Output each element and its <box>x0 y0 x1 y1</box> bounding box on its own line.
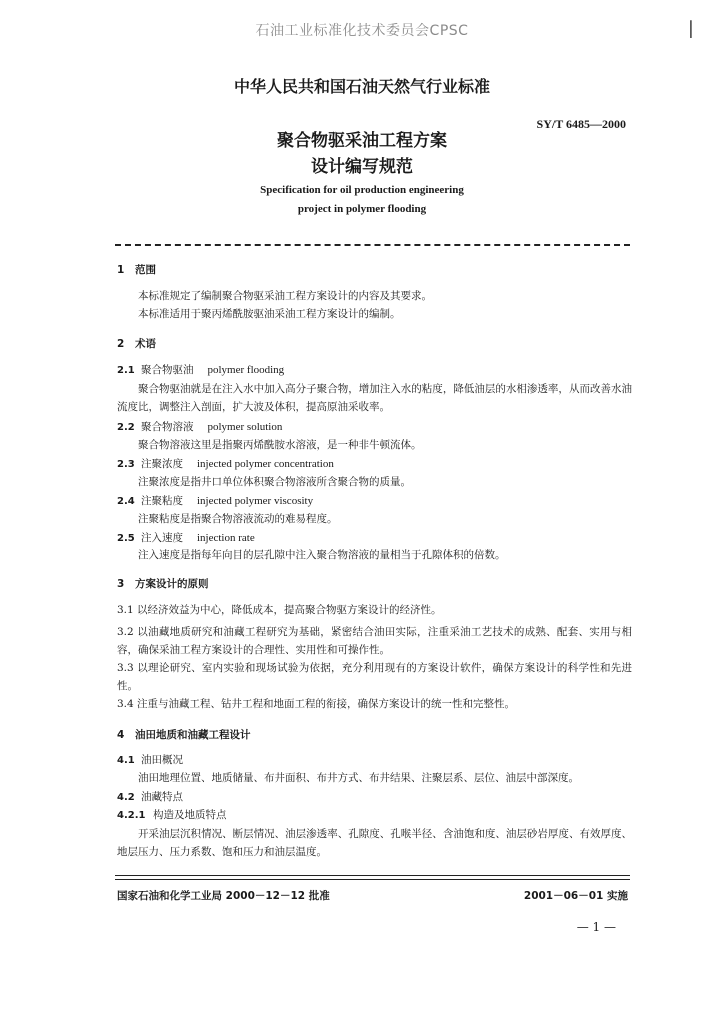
term-zh: 聚合物驱油 <box>141 364 194 376</box>
term-number: 2.3 <box>117 459 135 470</box>
term-number: 2.2 <box>117 422 135 433</box>
section-number: 4 <box>117 729 125 741</box>
clause-4-2 <box>117 789 183 804</box>
corner-mark: | <box>687 18 694 39</box>
term-number: 2.5 <box>117 533 135 544</box>
term-2-5 <box>117 530 255 545</box>
clause-4-2-1-text: 开采油层沉积情况、断层情况、油层渗透率、孔隙度、孔喉半径、含油饱和度、油层砂岩厚度、有效厚度、地层压力、压力系数、饱和压力和油层温度。 <box>117 828 632 858</box>
section-number: 3 <box>117 578 125 590</box>
page-number: — 1 — <box>576 920 616 934</box>
term-en: injected polymer viscosity <box>197 495 314 507</box>
english-title-line1: Specification for oil production engineering <box>260 184 464 196</box>
section-number: 1 <box>117 264 125 276</box>
term-2-4-definition: 注聚粘度是指聚合物溶液流动的难易程度。 <box>138 513 338 525</box>
section-title: 术语 <box>135 338 156 350</box>
term-2-1 <box>117 362 284 377</box>
term-en: injected polymer concentration <box>197 458 334 470</box>
section-1-heading <box>117 262 156 277</box>
clause-4-1 <box>117 752 183 767</box>
term-en: injection rate <box>197 532 255 544</box>
clause-number: 4.2 <box>117 792 135 803</box>
section-1-para-2: 本标准适用于聚丙烯酰胺驱油采油工程方案设计的编制。 <box>138 308 401 320</box>
approval-date: 国家石油和化学工业局 2000－12－12 批准 <box>117 890 330 902</box>
section-2-heading <box>117 336 156 351</box>
term-2-1-definition: 聚合物驱油就是在注入水中加入高分子聚合物，增加注入水的粘度，降低油层的水相渗透率，从而改善水油流度比，调整注入剖面，扩大波及体积，提高原油采收率。 <box>117 383 632 413</box>
term-2-2 <box>117 419 282 434</box>
term-zh: 注聚粘度 <box>141 495 183 507</box>
clause-3-3: 3.3 以理论研究、室内实验和现场试验为依据，充分利用现有的方案设计软件，确保方案设计的科学性和先进性。 <box>117 662 632 692</box>
term-number: 2.4 <box>117 496 135 507</box>
section-title: 油田地质和油藏工程设计 <box>135 729 251 741</box>
section-4-heading <box>117 727 251 742</box>
clause-4-2-1 <box>117 807 227 822</box>
clause-title: 构造及地质特点 <box>153 809 227 821</box>
term-2-4 <box>117 493 313 508</box>
term-en: polymer solution <box>207 421 283 433</box>
clause-title: 油田概况 <box>141 754 183 766</box>
footer-rule-secondary <box>115 879 630 880</box>
term-number: 2.1 <box>117 365 135 376</box>
section-1-para-1: 本标准规定了编制聚合物驱采油工程方案设计的内容及其要求。 <box>138 290 432 302</box>
section-title: 范围 <box>135 264 156 276</box>
standard-code: SY/T 6485—2000 <box>536 117 626 131</box>
term-2-3-definition: 注聚浓度是指井口单位体积聚合物溶液所含聚合物的质量。 <box>138 476 411 488</box>
clause-3-4: 3.4 注重与油藏工程、钻井工程和地面工程的衔接，确保方案设计的统一性和完整性。 <box>117 698 516 710</box>
clause-number: 4.2.1 <box>117 810 146 821</box>
document-title-line2: 设计编写规范 <box>311 157 413 177</box>
section-3-heading <box>117 576 209 591</box>
implementation-date: 2001－06－01 实施 <box>523 890 628 902</box>
clause-number: 4.1 <box>117 755 135 766</box>
watermark-text: 石油工业标准化技术委员会CPSC <box>255 23 469 39</box>
clause-title: 油藏特点 <box>141 791 183 803</box>
standard-title: 中华人民共和国石油天然气行业标准 <box>233 77 490 96</box>
section-title: 方案设计的原则 <box>135 578 209 590</box>
term-zh: 聚合物溶液 <box>141 421 194 433</box>
term-2-3 <box>117 456 334 471</box>
clause-4-1-text: 油田地理位置、地质储量、布井面积、布井方式、布井结果、注聚层系、层位、油层中部深度。 <box>138 772 579 784</box>
footer-rule <box>115 875 630 876</box>
section-number: 2 <box>117 338 125 350</box>
document-title-line1: 聚合物驱采油工程方案 <box>277 131 447 151</box>
term-zh: 注聚浓度 <box>141 458 183 470</box>
clause-3-2: 3.2 以油藏地质研究和油藏工程研究为基础，紧密结合油田实际，注重采油工艺技术的成熟、配套、实用与相容，确保采油工程方案设计的合理性、实用性和可操作性。 <box>117 626 632 656</box>
term-zh: 注入速度 <box>141 532 183 544</box>
term-2-2-definition: 聚合物溶液这里是指聚丙烯酰胺水溶液，是一种非牛顿流体。 <box>138 439 422 451</box>
term-en: polymer flooding <box>207 364 285 376</box>
english-title-line2: project in polymer flooding <box>297 203 427 215</box>
title-divider <box>115 244 630 246</box>
clause-3-1: 3.1 以经济效益为中心，降低成本，提高聚合物驱方案设计的经济性。 <box>117 604 442 616</box>
term-2-5-definition: 注入速度是指每年向目的层孔隙中注入聚合物溶液的量相当于孔隙体积的倍数。 <box>138 549 506 561</box>
